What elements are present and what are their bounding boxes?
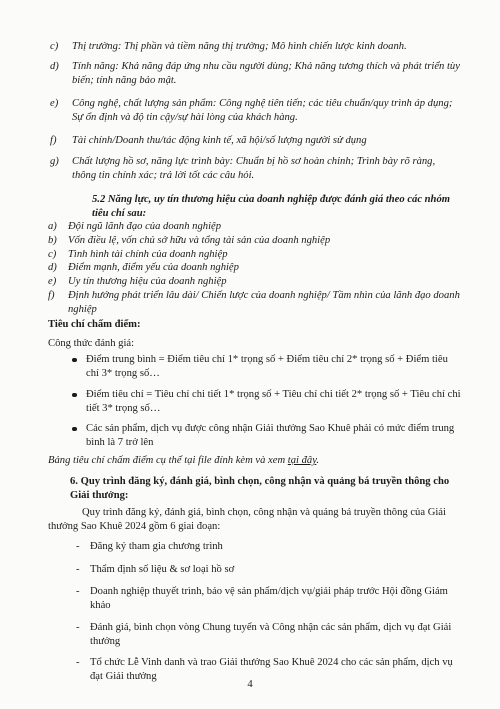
brand-criteria-item-f: f) Định hướng phát triển lâu dài/ Chiến lược của doanh nghiệp/ Tầm nhìn của lãnh đạo doanh nghiệp <box>48 290 460 315</box>
item-text: Chất lượng hồ sơ, năng lực trình bày: Chuẩn bị hồ sơ hoàn chỉnh; Trình bày rõ ràng, thông tin chính xác; trả lời tốt các câu hỏi. <box>72 156 436 181</box>
page-number: 4 <box>247 679 253 690</box>
brand-criteria-item-e: e) Uy tín thương hiệu của doanh nghiệp <box>48 276 227 287</box>
criteria-item-g <box>50 155 460 182</box>
item-label: g) <box>50 156 59 167</box>
item-text: Công nghệ, chất lượng sản phẩm: Công nghệ tiên tiến; các tiêu chuẩn/quy trình áp dụng; Sự ổn định và độ tin cậy/sự hài lòng của khách hàng. <box>72 98 453 123</box>
criteria-item-d <box>50 60 460 87</box>
item-label: e) <box>50 98 59 109</box>
criteria-item-e <box>50 97 460 124</box>
scoring-bullet-threshold: Các sản phẩm, dịch vụ được công nhận Giải thưởng Sao Khuê phải có mức điểm trung bình là 7 trở lên <box>72 422 462 449</box>
criteria-item-c <box>50 40 460 54</box>
brand-criteria-item-c: c) Tình hình tài chính của doanh nghiệp <box>48 249 228 260</box>
section-6-heading: 6. Quy trình đăng ký, đánh giá, bình chọn, công nhận và quảng bá truyền thông cho Giải thưởng: <box>70 476 450 501</box>
stage-3: - Doanh nghiệp thuyết trình, bảo vệ sản phẩm/dịch vụ/giải pháp trước Hội đồng Giám khảo <box>76 586 448 611</box>
section-5-2-heading: 5.2 Năng lực, uy tín thương hiệu của doanh nghiệp được đánh giá theo các nhóm tiêu chí sau: <box>92 194 450 219</box>
item-text: Tính năng: Khả năng đáp ứng nhu cầu người dùng; Khả năng tương thích và phát triển tùy biến; tính năng bảo mật. <box>72 61 460 86</box>
formula-intro: Công thức đánh giá: <box>48 338 135 349</box>
stage-2: - Thẩm định số liệu & sơ loại hồ sơ <box>76 564 235 575</box>
stage-4: - Đánh giá, bình chọn vòng Chung tuyển và Công nhận các sản phẩm, dịch vụ đạt Giải thưởng <box>76 622 452 647</box>
bullet-icon <box>72 427 77 432</box>
brand-criteria-item-b: b) Vốn điều lệ, vốn chủ sở hữu và tổng tài sản của doanh nghiệp <box>48 235 331 246</box>
stage-1: - Đăng ký tham gia chương trình <box>76 541 223 552</box>
scoring-table-note: Bảng tiêu chí chấm điểm cụ thể tại file đính kèm và xem tại đây. <box>48 455 319 466</box>
scoring-table-link[interactable]: tại đây <box>287 455 317 466</box>
brand-criteria-item-d: d) Điểm mạnh, điểm yếu của doanh nghiệp <box>48 262 239 273</box>
section-6-intro: Quy trình đăng ký, đánh giá, bình chọn, công nhận và quảng bá truyền thông của Giải thưởng Sao Khuê 2024 gồm 6 giai đoạn: <box>48 507 446 532</box>
scoring-bullet-criterion: Điểm tiêu chí = Tiêu chí chi tiết 1* trọng số + Tiêu chí chi tiết 2* trọng số + Tiêu chí chi tiết 3* trọng số… <box>72 388 462 415</box>
bullet-icon <box>72 393 77 398</box>
scoring-bullet-average: Điểm trung bình = Điểm tiêu chí 1* trọng số + Điểm tiêu chí 2* trọng số + Điểm tiêu chí 3* trọng số… <box>72 353 462 380</box>
scoring-title: Tiêu chí chấm điểm: <box>48 319 141 330</box>
brand-criteria-item-a: a) Đội ngũ lãnh đạo của doanh nghiệp <box>48 221 222 232</box>
item-label: c) <box>50 41 59 52</box>
item-label: d) <box>50 61 59 72</box>
bullet-icon <box>72 358 77 363</box>
criteria-item-f <box>50 134 460 148</box>
item-text: Thị trường: Thị phần và tiềm năng thị trường; Mô hình chiến lược kinh doanh. <box>72 41 407 52</box>
item-text: Tài chính/Doanh thu/tác động kinh tế, xã hội/số lượng người sử dụng <box>72 135 367 146</box>
item-label: f) <box>50 135 57 146</box>
stage-5: - Tổ chức Lễ Vinh danh và trao Giải thưởng Sao Khuê 2024 cho các sản phẩm, dịch vụ đạt Giải thưởng <box>76 657 453 682</box>
